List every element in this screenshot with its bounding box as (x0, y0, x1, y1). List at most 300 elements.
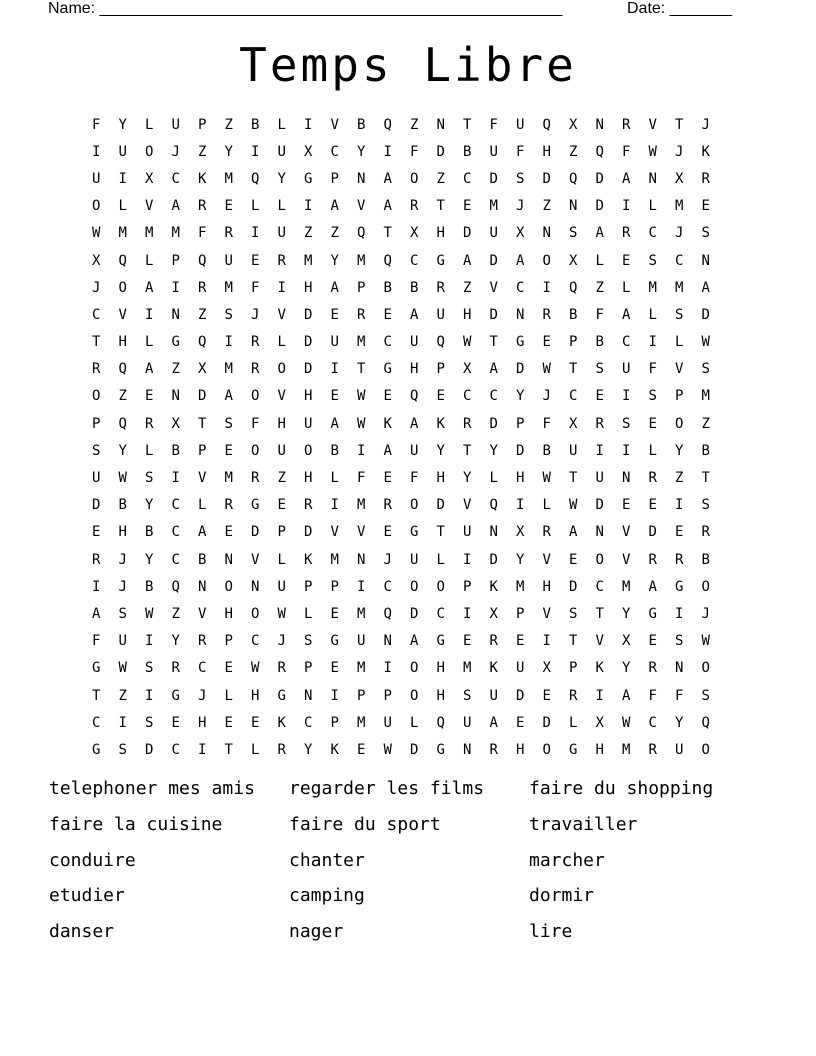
grid-cell: H (304, 388, 313, 405)
grid-cell: L (198, 497, 207, 514)
grid-cell: C (198, 660, 207, 677)
grid-cell: O (542, 252, 551, 269)
grid-cell: A (489, 361, 498, 378)
grid-cell: N (171, 306, 180, 323)
grid-cell: B (701, 551, 710, 568)
grid-cell: B (118, 497, 127, 514)
grid-cell: D (516, 687, 525, 704)
grid-cell: V (622, 524, 631, 541)
grid-cell: S (224, 415, 233, 432)
grid-cell: P (304, 660, 313, 677)
date-field-label: Date: _______ (627, 0, 732, 17)
grid-cell: S (145, 660, 154, 677)
grid-cell: A (224, 388, 233, 405)
grid-cell: H (118, 334, 127, 351)
grid-cell: L (410, 714, 419, 731)
grid-cell: M (357, 660, 366, 677)
grid-cell: F (648, 687, 657, 704)
grid-cell: B (595, 334, 604, 351)
grid-cell: A (145, 361, 154, 378)
grid-cell: V (198, 605, 207, 622)
grid-cell: Z (675, 470, 684, 487)
grid-cell: U (118, 633, 127, 650)
grid-cell: S (569, 605, 578, 622)
grid-row (83, 274, 733, 301)
grid-cell: Q (436, 334, 445, 351)
grid-cell: Q (198, 334, 207, 351)
grid-cell: M (357, 605, 366, 622)
grid-cell: L (595, 252, 604, 269)
grid-cell: P (357, 687, 366, 704)
grid-cell: Q (357, 225, 366, 242)
grid-cell: D (516, 442, 525, 459)
grid-cell: I (304, 116, 313, 133)
grid-cell: L (277, 198, 286, 215)
grid-cell: K (304, 551, 313, 568)
grid-cell: X (569, 415, 578, 432)
grid-cell: N (224, 551, 233, 568)
grid-cell: Y (489, 442, 498, 459)
grid-cell: Q (569, 170, 578, 187)
grid-cell: W (92, 225, 101, 242)
grid-cell: Y (145, 497, 154, 514)
grid-cell: B (330, 442, 339, 459)
grid-cell: M (622, 578, 631, 595)
grid-cell: W (648, 143, 657, 160)
grid-cell: T (92, 334, 101, 351)
grid-cell: S (622, 415, 631, 432)
grid-cell: I (383, 660, 392, 677)
grid-cell: R (277, 252, 286, 269)
grid-cell: C (489, 388, 498, 405)
grid-cell: X (595, 714, 604, 731)
grid-cell: J (171, 143, 180, 160)
grid-cell: R (198, 198, 207, 215)
grid-cell: Z (701, 415, 710, 432)
grid-cell: W (542, 470, 551, 487)
grid-cell: N (357, 170, 366, 187)
grid-cell: G (251, 497, 260, 514)
grid-cell: P (304, 578, 313, 595)
grid-cell: L (251, 198, 260, 215)
grid-cell: H (277, 415, 286, 432)
grid-cell: W (622, 714, 631, 731)
grid-cell: C (383, 334, 392, 351)
grid-cell: B (145, 578, 154, 595)
grid-cell: Z (463, 279, 472, 296)
grid-cell: X (569, 116, 578, 133)
grid-cell: K (595, 660, 604, 677)
grid-cell: E (463, 198, 472, 215)
grid-cell: Y (436, 442, 445, 459)
grid-cell: L (145, 252, 154, 269)
grid-cell: C (330, 143, 339, 160)
grid-cell: X (622, 633, 631, 650)
grid-cell: F (92, 116, 101, 133)
grid-cell: Z (118, 687, 127, 704)
grid-cell: M (675, 279, 684, 296)
grid-cell: X (569, 252, 578, 269)
grid-cell: Z (171, 605, 180, 622)
grid-row (83, 519, 733, 546)
grid-row (83, 709, 733, 736)
grid-cell: Q (198, 252, 207, 269)
grid-row (83, 492, 733, 519)
grid-cell: L (277, 551, 286, 568)
grid-cell: T (92, 687, 101, 704)
grid-cell: I (648, 334, 657, 351)
grid-cell: S (304, 633, 313, 650)
grid-cell: I (251, 143, 260, 160)
grid-cell: A (330, 198, 339, 215)
grid-cell: R (171, 660, 180, 677)
grid-cell: V (463, 497, 472, 514)
grid-cell: T (569, 361, 578, 378)
grid-cell: I (463, 551, 472, 568)
grid-cell: P (224, 633, 233, 650)
grid-cell: H (436, 225, 445, 242)
grid-cell: U (622, 361, 631, 378)
grid-cell: I (224, 334, 233, 351)
grid-cell: I (198, 741, 207, 758)
grid-cell: F (542, 415, 551, 432)
grid-cell: S (701, 687, 710, 704)
grid-cell: M (516, 578, 525, 595)
grid-cell: L (569, 714, 578, 731)
grid-cell: J (92, 279, 101, 296)
grid-cell: R (251, 361, 260, 378)
grid-cell: D (92, 497, 101, 514)
grid-cell: E (251, 714, 260, 731)
grid-cell: L (145, 334, 154, 351)
grid-cell: D (489, 551, 498, 568)
grid-cell: E (622, 497, 631, 514)
grid-cell: G (330, 633, 339, 650)
grid-cell: M (648, 279, 657, 296)
grid-cell: O (675, 415, 684, 432)
grid-cell: Y (118, 442, 127, 459)
grid-cell: G (436, 252, 445, 269)
grid-cell: E (383, 470, 392, 487)
grid-cell: E (701, 198, 710, 215)
grid-cell: K (489, 578, 498, 595)
grid-cell: M (489, 198, 498, 215)
grid-row (83, 111, 733, 138)
grid-cell: C (648, 225, 657, 242)
grid-cell: A (701, 279, 710, 296)
grid-cell: G (304, 170, 313, 187)
grid-cell: S (648, 252, 657, 269)
grid-cell: N (675, 660, 684, 677)
grid-cell: N (463, 741, 472, 758)
grid-cell: R (701, 170, 710, 187)
grid-cell: Y (675, 714, 684, 731)
grid-cell: S (145, 714, 154, 731)
grid-cell: I (542, 279, 551, 296)
grid-cell: G (92, 741, 101, 758)
grid-cell: U (277, 442, 286, 459)
grid-cell: A (595, 225, 604, 242)
grid-cell: F (357, 470, 366, 487)
grid-cell: U (410, 334, 419, 351)
grid-cell: W (357, 415, 366, 432)
grid-cell: G (516, 334, 525, 351)
grid-cell: I (622, 388, 631, 405)
grid-cell: P (383, 687, 392, 704)
grid-cell: P (198, 442, 207, 459)
word-list-item: dormir (529, 885, 595, 907)
word-list-item: regarder les films (289, 778, 485, 799)
grid-cell: A (383, 442, 392, 459)
grid-cell: H (436, 660, 445, 677)
grid-cell: T (198, 415, 207, 432)
letter-grid (83, 111, 733, 764)
grid-cell: V (251, 551, 260, 568)
grid-cell: M (224, 361, 233, 378)
grid-cell: E (648, 415, 657, 432)
grid-cell: X (304, 143, 313, 160)
grid-cell: M (118, 225, 127, 242)
grid-cell: T (489, 334, 498, 351)
grid-cell: R (198, 279, 207, 296)
grid-cell: G (171, 687, 180, 704)
grid-cell: Q (383, 252, 392, 269)
grid-cell: R (251, 334, 260, 351)
grid-row (83, 410, 733, 437)
grid-cell: B (463, 143, 472, 160)
grid-cell: B (251, 116, 260, 133)
grid-cell: L (277, 334, 286, 351)
grid-cell: O (224, 578, 233, 595)
word-list (49, 778, 769, 957)
grid-cell: V (542, 551, 551, 568)
grid-cell: E (330, 605, 339, 622)
grid-cell: Z (277, 470, 286, 487)
grid-cell: C (171, 497, 180, 514)
grid-cell: T (595, 605, 604, 622)
grid-cell: E (224, 714, 233, 731)
grid-cell: I (463, 605, 472, 622)
grid-cell: B (701, 442, 710, 459)
grid-cell: R (224, 225, 233, 242)
grid-cell: K (489, 660, 498, 677)
grid-cell: G (383, 361, 392, 378)
grid-cell: I (304, 198, 313, 215)
grid-cell: R (277, 660, 286, 677)
grid-cell: R (489, 741, 498, 758)
grid-cell: D (595, 497, 604, 514)
grid-cell: M (330, 551, 339, 568)
grid-cell: E (357, 741, 366, 758)
grid-cell: A (648, 578, 657, 595)
grid-cell: L (330, 470, 339, 487)
grid-cell: D (145, 741, 154, 758)
grid-cell: X (516, 225, 525, 242)
grid-cell: E (330, 388, 339, 405)
grid-cell: N (595, 116, 604, 133)
grid-cell: L (436, 551, 445, 568)
grid-cell: S (701, 361, 710, 378)
grid-cell: D (489, 306, 498, 323)
grid-cell: D (542, 170, 551, 187)
grid-cell: S (701, 225, 710, 242)
grid-cell: A (383, 170, 392, 187)
grid-cell: R (304, 497, 313, 514)
grid-cell: X (145, 170, 154, 187)
grid-cell: T (701, 470, 710, 487)
grid-cell: E (516, 714, 525, 731)
grid-cell: I (92, 143, 101, 160)
grid-cell: D (410, 741, 419, 758)
grid-cell: S (224, 306, 233, 323)
grid-cell: U (595, 470, 604, 487)
grid-cell: Y (622, 605, 631, 622)
grid-cell: O (92, 388, 101, 405)
grid-row (83, 682, 733, 709)
grid-cell: O (410, 170, 419, 187)
grid-row (83, 301, 733, 328)
grid-cell: W (383, 741, 392, 758)
grid-cell: S (595, 361, 604, 378)
grid-cell: I (277, 279, 286, 296)
grid-cell: U (92, 170, 101, 187)
grid-cell: I (595, 687, 604, 704)
grid-cell: H (410, 361, 419, 378)
grid-cell: E (569, 551, 578, 568)
grid-cell: U (410, 551, 419, 568)
grid-cell: C (410, 252, 419, 269)
grid-cell: L (145, 116, 154, 133)
grid-cell: R (648, 660, 657, 677)
grid-cell: U (304, 415, 313, 432)
grid-row (83, 356, 733, 383)
grid-cell: X (463, 361, 472, 378)
grid-cell: A (145, 279, 154, 296)
grid-cell: O (118, 279, 127, 296)
grid-cell: K (383, 415, 392, 432)
grid-cell: E (436, 388, 445, 405)
grid-cell: N (569, 198, 578, 215)
grid-cell: R (198, 633, 207, 650)
grid-cell: H (463, 306, 472, 323)
grid-row (83, 220, 733, 247)
grid-cell: J (383, 551, 392, 568)
grid-cell: H (516, 741, 525, 758)
grid-cell: E (648, 497, 657, 514)
word-list-item: chanter (289, 849, 365, 871)
grid-cell: H (304, 470, 313, 487)
word-list-row (49, 921, 769, 957)
grid-cell: U (171, 116, 180, 133)
grid-cell: Z (595, 279, 604, 296)
grid-cell: F (516, 143, 525, 160)
grid-cell: V (542, 605, 551, 622)
grid-cell: R (675, 551, 684, 568)
grid-cell: U (463, 524, 472, 541)
grid-cell: C (436, 605, 445, 622)
grid-cell: E (145, 388, 154, 405)
grid-cell: O (145, 143, 154, 160)
word-list-item: danser (49, 921, 115, 943)
grid-row (83, 546, 733, 573)
grid-cell: R (701, 524, 710, 541)
grid-cell: T (675, 116, 684, 133)
grid-cell: S (118, 741, 127, 758)
grid-cell: Q (701, 714, 710, 731)
grid-cell: T (463, 442, 472, 459)
grid-cell: Q (595, 143, 604, 160)
grid-cell: V (118, 306, 127, 323)
grid-cell: I (357, 442, 366, 459)
grid-cell: D (251, 524, 260, 541)
grid-cell: G (569, 741, 578, 758)
grid-cell: V (357, 524, 366, 541)
grid-cell: U (675, 741, 684, 758)
grid-cell: U (118, 143, 127, 160)
grid-cell: X (92, 252, 101, 269)
grid-cell: B (145, 524, 154, 541)
grid-cell: W (357, 388, 366, 405)
grid-cell: A (516, 252, 525, 269)
grid-cell: E (383, 388, 392, 405)
grid-cell: P (330, 578, 339, 595)
grid-cell: E (542, 334, 551, 351)
grid-cell: O (251, 605, 260, 622)
grid-cell: E (675, 524, 684, 541)
grid-cell: K (277, 714, 286, 731)
word-list-row (49, 885, 769, 921)
grid-cell: X (171, 415, 180, 432)
name-field-label: Name: ____________________________________________________ (48, 0, 563, 17)
grid-cell: P (277, 524, 286, 541)
grid-cell: E (251, 252, 260, 269)
grid-cell: W (542, 361, 551, 378)
grid-row (83, 736, 733, 763)
grid-cell: X (198, 361, 207, 378)
grid-cell: J (542, 388, 551, 405)
grid-cell: D (595, 198, 604, 215)
grid-cell: A (198, 524, 207, 541)
grid-cell: R (145, 415, 154, 432)
grid-cell: G (410, 524, 419, 541)
grid-cell: C (595, 578, 604, 595)
grid-cell: C (171, 170, 180, 187)
grid-cell: Z (198, 143, 207, 160)
grid-cell: W (277, 605, 286, 622)
word-list-row (49, 814, 769, 850)
grid-cell: V (277, 306, 286, 323)
grid-cell: B (569, 306, 578, 323)
grid-cell: I (330, 497, 339, 514)
grid-cell: W (118, 660, 127, 677)
grid-cell: Z (436, 170, 445, 187)
grid-cell: L (224, 687, 233, 704)
grid-cell: I (171, 279, 180, 296)
grid-cell: D (542, 714, 551, 731)
grid-cell: V (330, 116, 339, 133)
grid-cell: Q (383, 116, 392, 133)
grid-cell: M (701, 388, 710, 405)
grid-cell: N (383, 633, 392, 650)
grid-cell: U (277, 225, 286, 242)
grid-cell: R (622, 225, 631, 242)
grid-cell: H (436, 687, 445, 704)
grid-cell: A (410, 415, 419, 432)
grid-cell: P (516, 415, 525, 432)
grid-cell: T (569, 633, 578, 650)
grid-cell: T (436, 198, 445, 215)
grid-cell: L (118, 198, 127, 215)
